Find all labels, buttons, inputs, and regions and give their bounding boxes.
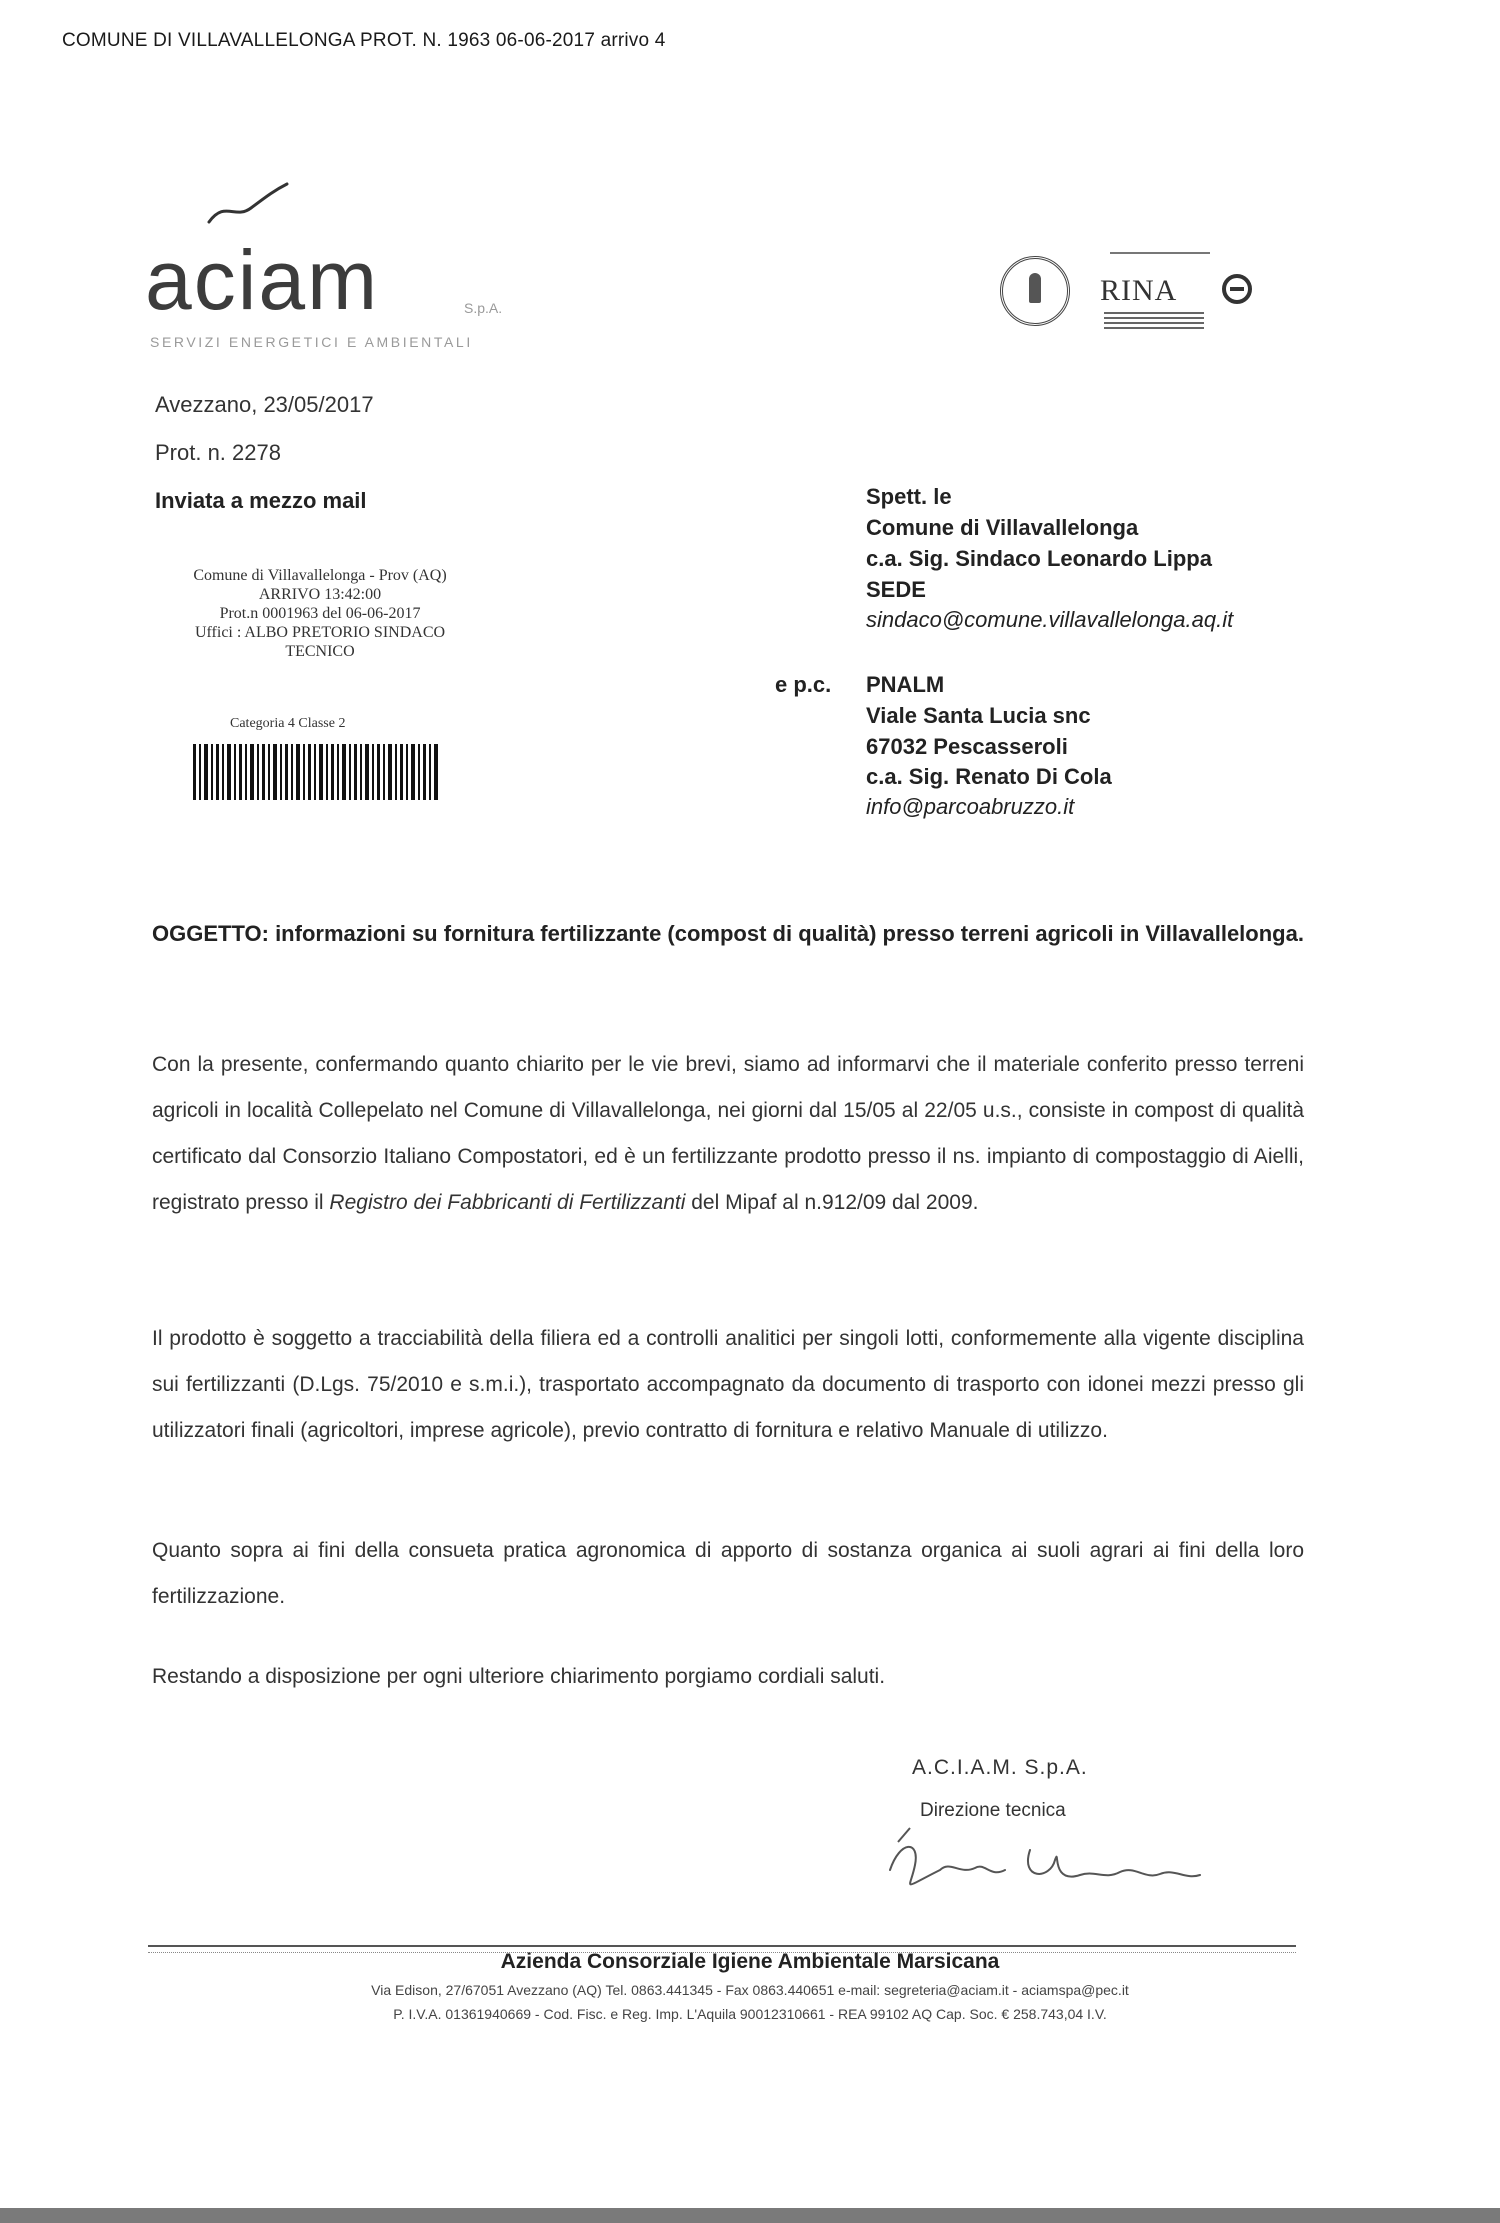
- recipient-email-link[interactable]: sindaco@comune.villavallelonga.aq.it: [866, 607, 1234, 632]
- footer-rule: [148, 1945, 1296, 1947]
- barcode-icon: [193, 744, 438, 800]
- subject-label: OGGETTO:: [152, 921, 269, 946]
- cc-line: 67032 Pescasseroli: [866, 734, 1068, 759]
- logo-wordmark: aciam: [145, 233, 380, 327]
- cert-header-line: [1110, 252, 1210, 260]
- recipient-line: Spett. le: [866, 484, 952, 509]
- stamp-line: TECNICO: [285, 643, 355, 660]
- paragraph-text: Con la presente, confermando quanto chiarito per le vie brevi, siamo ad informarvi che il materiale conferito presso terreni agricoli in località Collepelato nel Comune di Villavallelonga, nei giorni dal 15/05 al 22/05 u.s., consiste in compost di qualità certificato dal Consorzio Italiano Compostatori, ed è un fertilizzante prodotto presso il ns. impianto di compostaggio di Aielli, registrato presso il: [152, 1053, 1304, 1214]
- recipient-line: SEDE: [866, 577, 926, 602]
- sender-protocol: Prot. n. 2278: [155, 440, 281, 465]
- footer-address: Via Edison, 27/67051 Avezzano (AQ) Tel. 0863.441345 - Fax 0863.440651 e-mail: segreteria@aciam.it - aciamspa@pec.it: [371, 1982, 1129, 1998]
- seal-icon: [1000, 256, 1070, 326]
- handwritten-signature-icon: [880, 1820, 1220, 1900]
- body-paragraph-3: Quanto sopra ai fini della consueta pratica agronomica di apporto di sostanza organica ai suoli agrari ai fini della loro fertilizzazione.: [152, 1539, 1304, 1608]
- incoming-protocol-stamp: [150, 566, 490, 661]
- logo-swoosh-icon: [205, 180, 295, 230]
- cc-line: c.a. Sig. Renato Di Cola: [866, 764, 1112, 789]
- recipient-line: c.a. Sig. Sindaco Leonardo Lippa: [866, 546, 1212, 571]
- cc-line: PNALM: [866, 672, 945, 697]
- cc-line: Viale Santa Lucia snc: [866, 703, 1091, 728]
- recipient-line: Comune di Villavallelonga: [866, 515, 1139, 540]
- stamp-line: Prot.n 0001963 del 06-06-2017: [219, 605, 421, 622]
- place-date: Avezzano, 23/05/2017: [155, 392, 374, 417]
- sent-via: Inviata a mezzo mail: [155, 488, 367, 513]
- footer-vat: P. I.V.A. 01361940669 - Cod. Fisc. e Reg. Imp. L'Aquila 90012310661 - REA 99102 AQ Cap. Soc. € 258.743,04 I.V.: [393, 2006, 1107, 2022]
- certification-logo: [1000, 252, 1265, 340]
- footer-company-name: Azienda Consorziale Igiene Ambientale Marsicana: [500, 1950, 1000, 1973]
- header-protocol-stamp: COMUNE DI VILLAVALLELONGA PROT. N. 1963 06-06-2017 arrivo 4: [62, 30, 666, 51]
- paragraph-text: del Mipaf al n.912/09 dal 2009.: [691, 1191, 979, 1214]
- logo-tagline: SERVIZI ENERGETICI E AMBIENTALI: [150, 334, 473, 350]
- stamp-line: Comune di Villavallelonga - Prov (AQ): [193, 567, 447, 584]
- logo-suffix: S.p.A.: [464, 300, 503, 316]
- bottom-edge-bar: [0, 2208, 1500, 2223]
- certification-mark-icon: [1222, 274, 1252, 304]
- subject-text: informazioni su fornitura fertilizzante (compost di qualità) presso terreni agricoli in Villavallelonga.: [275, 921, 1304, 946]
- body-paragraph-4: Restando a disposizione per ogni ulteriore chiarimento porgiamo cordiali saluti.: [152, 1665, 886, 1688]
- stamp-category: Categoria 4 Classe 2: [230, 716, 346, 731]
- body-paragraph-2: Il prodotto è soggetto a tracciabilità della filiera ed a controlli analitici per singoli lotti, conformemente alla vigente disciplina sui fertilizzanti (D.Lgs. 75/2010 e s.m.i.), trasportato accompagnato da documento di trasporto con idonei mezzi presso gli utilizzatori finali (agricoltori, imprese agricole), previo contratto di fornitura e relativo Manuale di utilizzo.: [152, 1327, 1304, 1442]
- cert-fine-print: [1104, 312, 1204, 330]
- body-paragraph-1: [152, 1042, 1304, 1226]
- signature-company: A.C.I.A.M. S.p.A.: [912, 1756, 1088, 1779]
- cc-label: e p.c.: [775, 672, 832, 697]
- signature-role: Direzione tecnica: [920, 1800, 1066, 1821]
- subject: [152, 912, 1308, 956]
- registry-name: Registro dei Fabbricanti di Fertilizzanti: [329, 1191, 686, 1214]
- cc-email-link[interactable]: info@parcoabruzzo.it: [866, 794, 1075, 819]
- stamp-line: Uffici : ALBO PRETORIO SINDACO: [194, 624, 446, 641]
- stamp-line: ARRIVO 13:42:00: [258, 586, 382, 603]
- certification-name: RINA: [1100, 274, 1178, 307]
